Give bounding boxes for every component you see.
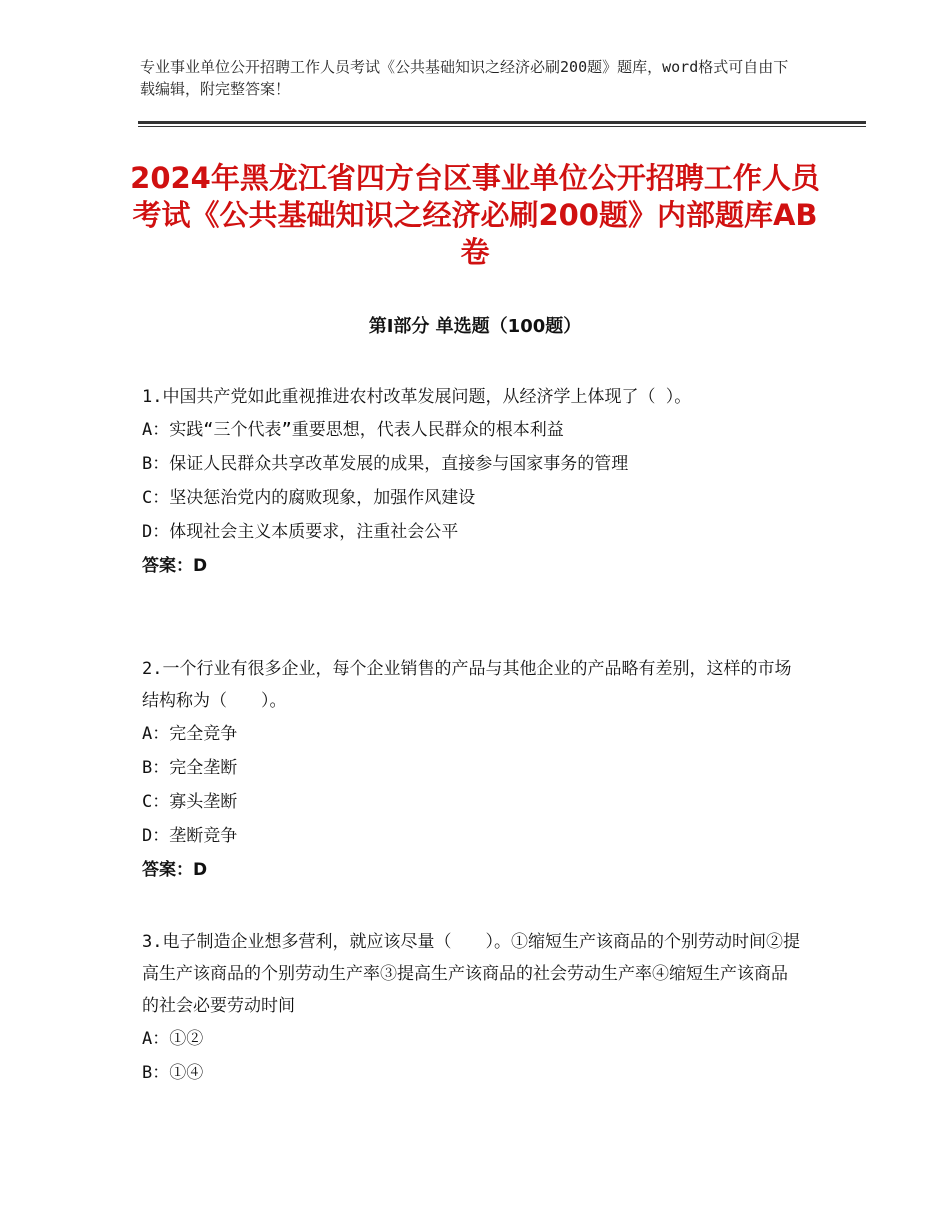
- option-d: D：垄断竞争: [142, 826, 238, 846]
- option-d: D：体现社会主义本质要求，注重社会公平: [142, 522, 459, 542]
- question-2: [142, 653, 802, 887]
- option-a: A：实践“三个代表”重要思想，代表人民群众的根本利益: [142, 420, 564, 440]
- section-heading: 第Ⅰ部分 单选题（100题）: [368, 316, 582, 337]
- header-divider-thin: [138, 126, 866, 127]
- question-stem: 2.一个行业有很多企业，每个企业销售的产品与其他企业的产品略有差别，这样的市场结构称为（ ）。: [142, 659, 792, 711]
- question-stem: 1.中国共产党如此重视推进农村改革发展问题，从经济学上体现了（ ）。: [142, 387, 692, 407]
- header-note: 专业事业单位公开招聘工作人员考试《公共基础知识之经济必刷200题》题库，word格式可自由下载编辑，附完整答案！: [140, 58, 789, 98]
- answer: 答案：D: [142, 556, 208, 576]
- option-c: C：寡头垄断: [142, 792, 238, 812]
- option-b: B：保证人民群众共享改革发展的成果，直接参与国家事务的管理: [142, 454, 629, 474]
- option-a: A：①②: [142, 1029, 204, 1049]
- document-title: 2024年黑龙江省四方台区事业单位公开招聘工作人员考试《公共基础知识之经济必刷200题》内部题库AB卷: [130, 161, 820, 269]
- option-b: B：完全垄断: [142, 758, 238, 778]
- header-divider-thick: [138, 121, 866, 124]
- question-stem: 3.电子制造企业想多营利，就应该尽量（ ）。①缩短生产该商品的个别劳动时间②提高生产该商品的个别劳动生产率③提高生产该商品的社会劳动生产率④缩短生产该商品的社会必要劳动时间: [142, 932, 800, 1016]
- option-a: A：完全竞争: [142, 724, 238, 744]
- question-3: [142, 926, 802, 1090]
- question-1: [142, 381, 802, 583]
- option-c: C：坚决惩治党内的腐败现象，加强作风建设: [142, 488, 476, 508]
- answer: 答案：D: [142, 860, 208, 880]
- option-b: B：①④: [142, 1063, 204, 1083]
